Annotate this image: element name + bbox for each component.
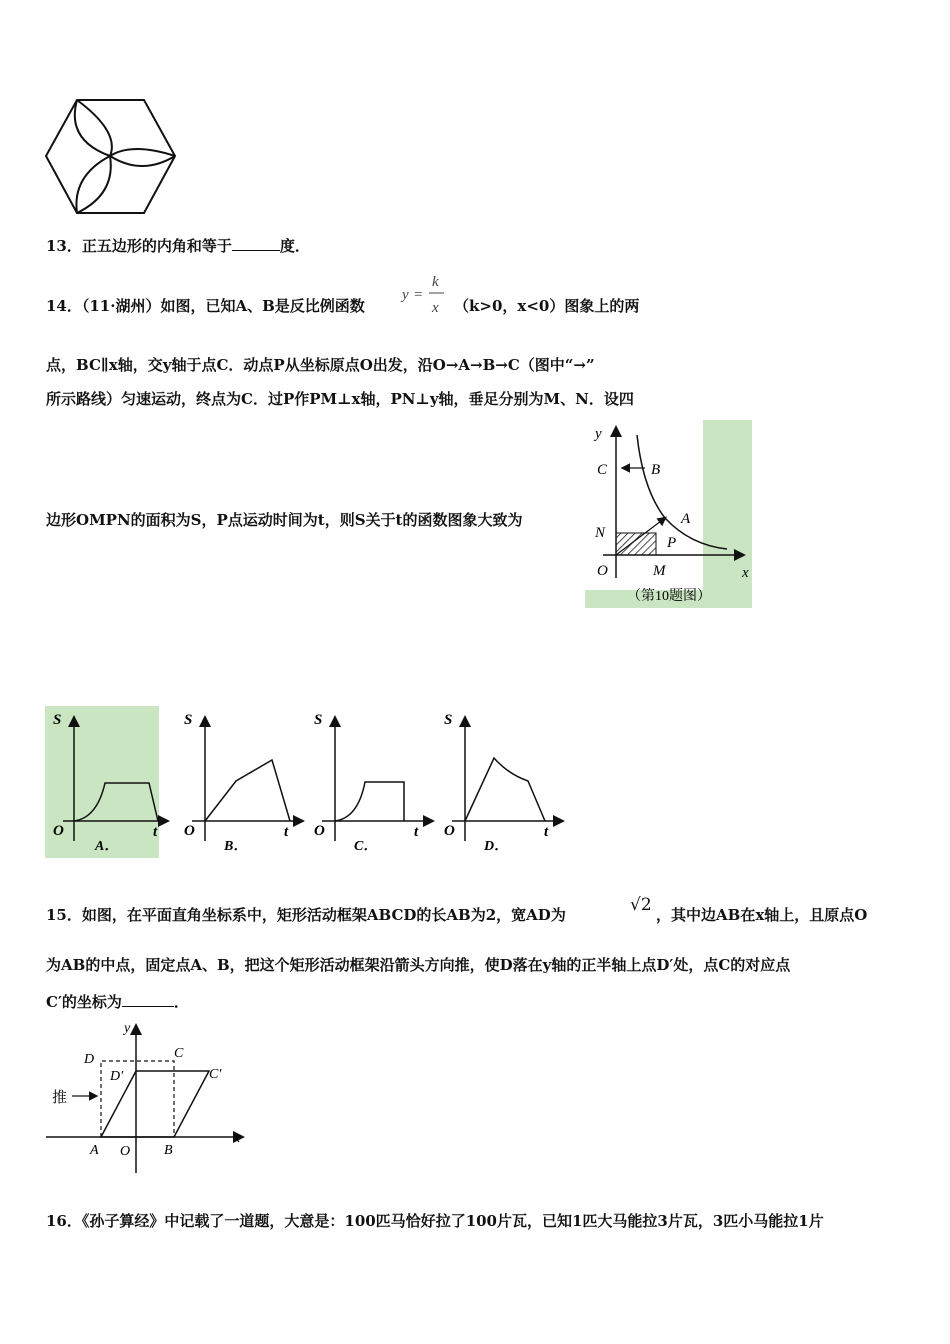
q15-a-label: A xyxy=(90,1143,99,1158)
q15-rectangle-figure xyxy=(44,1018,249,1176)
opt-d-label: D． xyxy=(484,839,509,854)
question-16-line-1 xyxy=(46,1211,824,1231)
fig-n-label: N xyxy=(595,525,606,541)
q13-blank xyxy=(232,236,280,251)
question-15-line-3 xyxy=(46,992,189,1012)
opt-b-s: S xyxy=(184,712,193,728)
q14-text-c: 点，BC∥x轴，交y轴于点C．动点P从坐标原点O出发，沿O→A→B→C（图中“→” xyxy=(46,356,595,374)
opt-a-t: t xyxy=(153,824,158,840)
opt-c-s: S xyxy=(314,712,323,728)
question-14-line-2 xyxy=(46,355,595,375)
q14-text-b: （k>0，x<0）图象上的两 xyxy=(454,297,640,315)
question-14-line-4 xyxy=(46,510,522,530)
q16-text: 16．《孙子算经》中记载了一道题，大意是：100匹马恰好拉了100片瓦，已知1匹大马能拉3片瓦，3匹小马能拉1片 xyxy=(46,1212,824,1230)
q13-suffix: 度． xyxy=(279,237,310,255)
q14-option-a xyxy=(45,706,171,858)
fig-a-label: A xyxy=(681,511,691,527)
q14-graph-figure xyxy=(585,420,752,608)
q15-d-label: D xyxy=(84,1052,95,1067)
q15-text-b: ，其中边AB在x轴上，且原点O xyxy=(656,906,868,924)
q14-option-c xyxy=(310,706,436,858)
fig-caption: （第10题图） xyxy=(627,589,711,604)
inverse-function-formula xyxy=(400,270,452,318)
fig-o-label: O xyxy=(597,563,608,579)
q14-text-a: 14．（11·湖州）如图，已知A、B是反比例函数 xyxy=(46,297,365,315)
q15-blank xyxy=(122,992,174,1007)
question-13 xyxy=(46,236,310,256)
q14-text-e: 边形OMPN的面积为S，P点运动时间为t，则S关于t的函数图象大致为 xyxy=(46,511,523,529)
fig-x-label: x xyxy=(742,565,749,581)
opt-d-s: S xyxy=(444,712,453,728)
q14-option-d xyxy=(440,706,566,858)
q15-text-e: ． xyxy=(173,993,189,1011)
opt-c-label: C． xyxy=(354,839,378,854)
opt-a-s: S xyxy=(53,712,62,728)
opt-d-o: O xyxy=(444,823,455,839)
fig-p-label: P xyxy=(667,535,677,551)
formula-y: y xyxy=(402,287,409,303)
formula-eq: = xyxy=(414,287,423,303)
q15-o-label: O xyxy=(120,1144,131,1159)
hexagon-arcs-figure xyxy=(42,96,182,221)
q15-push-label: 推 xyxy=(52,1090,68,1106)
question-14-line-1-end xyxy=(454,296,639,316)
fig-b-label: B xyxy=(651,462,661,478)
question-15-line-2 xyxy=(46,955,790,975)
q15-sqrt-value: √2 xyxy=(630,895,652,915)
q14-text-d: 所示路线）匀速运动，终点为C．过P作PM⊥x轴，PN⊥y轴，垂足分别为M、N．设四 xyxy=(46,390,634,408)
opt-d-t: t xyxy=(544,824,549,840)
opt-b-o: O xyxy=(184,823,195,839)
opt-c-o: O xyxy=(314,823,325,839)
fig-c-label: C xyxy=(597,462,608,478)
opt-b-t: t xyxy=(284,824,289,840)
q13-text: 13．正五边形的内角和等于 xyxy=(46,237,232,255)
q15-text-c: 为AB的中点，固定点A、B，把这个矩形活动框架沿箭头方向推，使D落在y轴的正半轴上点D′处，点C的对应点 xyxy=(46,956,791,974)
q15-cprime-label: C′ xyxy=(209,1067,222,1082)
formula-k: k xyxy=(432,274,439,290)
q15-x-label: x xyxy=(234,1131,241,1146)
formula-x: x xyxy=(432,300,439,316)
q15-c-label: C xyxy=(174,1046,184,1061)
opt-a-label: A． xyxy=(95,839,119,854)
question-15-line-1 xyxy=(46,905,566,925)
question-15-line-1-end xyxy=(656,905,867,925)
opt-b-label: B． xyxy=(224,839,248,854)
q15-text-a: 15．如图，在平面直角坐标系中，矩形活动框架ABCD的长AB为2，宽AD为 xyxy=(46,906,566,924)
q15-dprime-label: D′ xyxy=(110,1069,124,1084)
fig-y-label: y xyxy=(595,426,602,442)
question-14-line-1 xyxy=(46,296,365,316)
q15-b-label: B xyxy=(164,1143,173,1158)
opt-a-o: O xyxy=(53,823,64,839)
q15-y-label: y xyxy=(124,1021,131,1036)
q15-sqrt xyxy=(630,895,652,915)
question-14-line-3 xyxy=(46,389,634,409)
fig-m-label: M xyxy=(653,563,666,579)
opt-c-t: t xyxy=(414,824,419,840)
q15-text-d: C′的坐标为 xyxy=(46,993,122,1011)
q14-option-b xyxy=(180,706,306,858)
